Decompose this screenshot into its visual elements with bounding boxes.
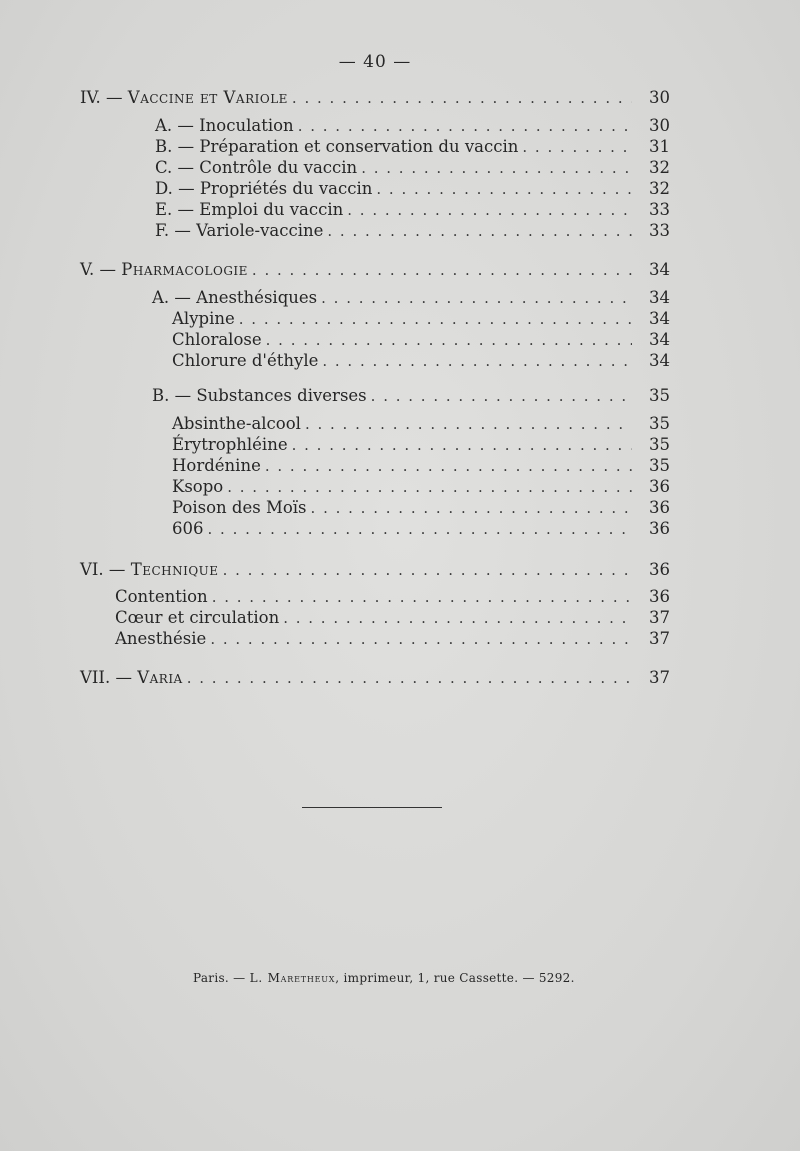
imprint-city: Paris. [193,971,230,985]
toc-entry-label: E. — Emploi du vaccin [155,200,344,219]
page-ref: 34 [649,260,670,279]
section-numeral: VI. [80,560,104,579]
toc-entry [155,221,670,243]
page-ref: 34 [649,351,670,370]
section-title: Technique [130,560,219,579]
leader-dots [321,289,632,307]
toc-entry [155,179,670,201]
leader-dots [322,352,632,370]
page-ref: 36 [649,498,670,517]
section-heading-iv: IV. — Vaccine et Variole . . . 30 [80,88,670,110]
toc-item [172,309,670,331]
toc-subgroup [152,288,670,310]
toc-entry [115,629,670,651]
imprint-job-number: 5292. [538,971,575,985]
page-ref: 30 [649,116,670,135]
toc-entry-label: Cœur et circulation [115,608,280,627]
toc-item [172,330,670,352]
toc-item [172,519,670,541]
section-heading-v: V. — Pharmacologie . . . 34 [80,260,670,282]
page-ref: 33 [649,200,670,219]
leader-dots [298,117,632,135]
toc-entry [155,200,670,222]
page-number: — 40 — [338,52,412,72]
section-title: Varia [137,668,183,687]
toc-entry [155,158,670,180]
leader-dots [327,222,632,240]
toc-item-label: Chloralose [172,330,262,349]
toc-item [172,477,670,499]
page-ref: 37 [649,629,670,648]
toc-item-label: Poison des Moïs [172,498,307,517]
toc-entry-label: Contention [115,587,208,606]
section-numeral: VII. [80,668,111,687]
page-ref: 33 [649,221,670,240]
page-ref: 36 [649,560,670,579]
page-ref: 37 [649,608,670,627]
leader-dots [292,436,632,454]
toc-entry [155,116,670,138]
toc-entry-label: B. — Préparation et conservation du vaccin [155,137,519,156]
section-numeral: IV. [80,88,101,107]
toc-subgroup [152,386,670,408]
leader-dots [265,457,632,475]
section-heading-vi: VI. — Technique . . . 36 [80,560,670,582]
leader-dots [283,609,632,627]
imprint-printer: L. Maretheux [249,971,336,985]
leader-dots [227,478,632,496]
leader-dots [292,89,632,107]
section-numeral: V. [80,260,95,279]
page-ref: 36 [649,587,670,606]
leader-dots [208,520,633,538]
page-ref: 35 [649,386,670,405]
toc-entry-label: Anesthésie [115,629,207,648]
leader-dots [239,310,632,328]
toc-item [172,351,670,373]
leader-dots [311,499,632,517]
toc-entry [155,137,670,159]
leader-dots [187,669,632,687]
toc-item-label: Ksopo [172,477,224,496]
page-ref: 35 [649,414,670,433]
section-title: Pharmacologie [121,260,248,279]
imprint-address: , imprimeur, 1, rue Cassette. [335,971,519,985]
page-ref: 35 [649,435,670,454]
page-ref: 34 [649,330,670,349]
page-ref: 31 [649,137,670,156]
page-ref: 36 [649,519,670,538]
toc-item-label: Hordénine [172,456,261,475]
page-ref: 30 [649,88,670,107]
leader-dots [361,159,632,177]
toc-subgroup-label: A. — Anesthésiques [152,288,318,307]
page-ref: 37 [649,668,670,687]
leader-dots [210,630,632,648]
section-heading-vii: VII. — Varia . . . 37 [80,668,670,690]
toc-item [172,498,670,520]
leader-dots [252,261,632,279]
toc-item [172,456,670,478]
leader-dots [266,331,632,349]
end-rule [302,807,442,808]
printer-imprint: Paris. — L. Maretheux, imprimeur, 1, rue Cassette. — 5292. [193,971,575,985]
toc-item [172,414,670,436]
toc-entry-label: C. — Contrôle du vaccin [155,158,358,177]
toc-item-label: Alypine [172,309,235,328]
leader-dots [305,415,632,433]
page-ref: 35 [649,456,670,475]
section-title: Vaccine et Variole [127,88,288,107]
toc-entry-label: A. — Inoculation [155,116,294,135]
toc-entry [115,608,670,630]
page-ref: 32 [649,179,670,198]
leader-dots [212,588,632,606]
leader-dots [522,138,632,156]
leader-dots [223,561,632,579]
page-ref: 36 [649,477,670,496]
page-ref: 34 [649,309,670,328]
leader-dots [371,387,632,405]
toc-item-label: Chlorure d'éthyle [172,351,319,370]
toc-entry [115,587,670,609]
page-ref: 34 [649,288,670,307]
leader-dots [376,180,632,198]
toc-entry-label: D. — Propriétés du vaccin [155,179,373,198]
toc-subgroup-label: B. — Substances diverses [152,386,367,405]
leader-dots [347,201,632,219]
toc-item-label: Absinthe-alcool [172,414,301,433]
toc-item-label: 606 [172,519,204,538]
toc-item [172,435,670,457]
toc-item-label: Érytrophléine [172,435,288,454]
toc-entry-label: F. — Variole-vaccine [155,221,324,240]
page-ref: 32 [649,158,670,177]
